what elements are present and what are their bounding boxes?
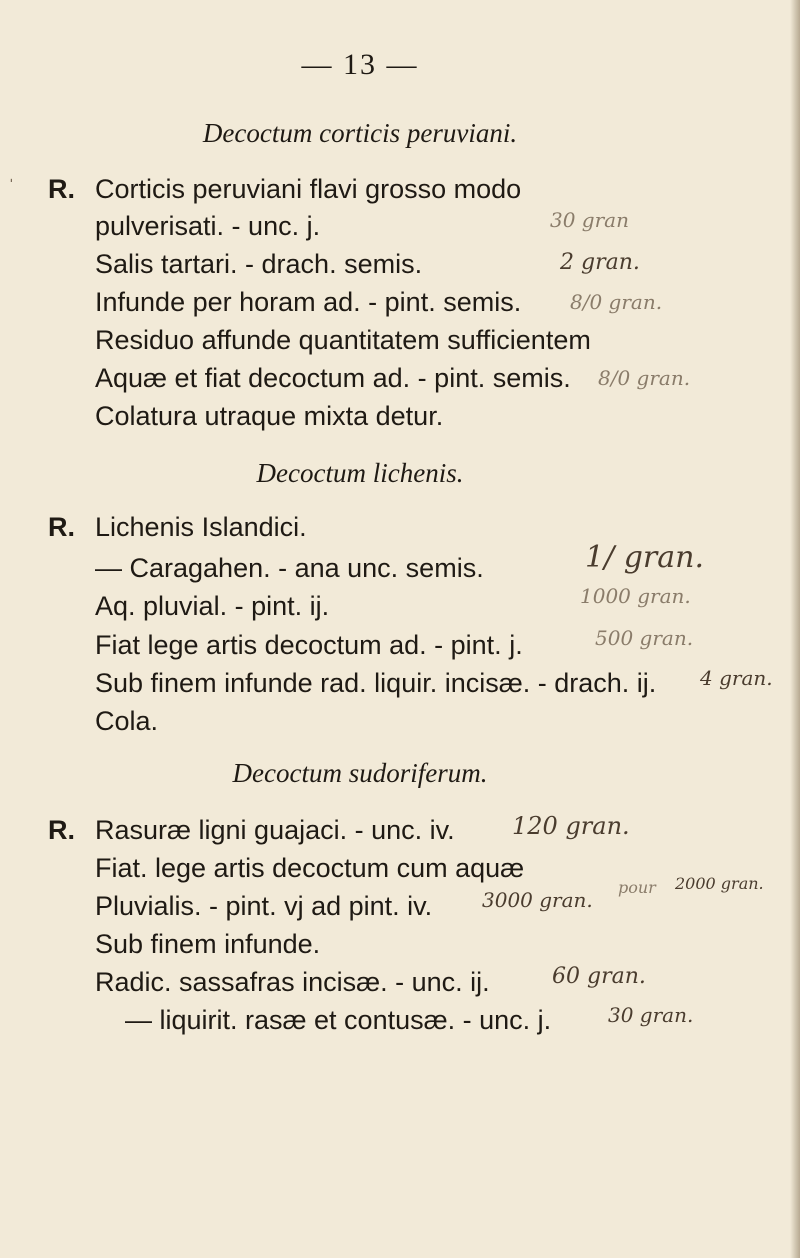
section-title-lichenis: Decoctum lichenis. [256,458,464,488]
recipe-line: Cola. [95,706,159,736]
recipe-line: Corticis peruviani flavi grosso modo [95,174,522,204]
recipe-line: Sub finem infunde. [95,929,321,959]
recipe-line: — Caragahen. - ana unc. semis. [95,553,484,583]
recipe-line: Colatura utraque mixta detur. [95,401,444,431]
recipe-line: Radic. sassafras incisæ. - unc. ij. [95,967,490,997]
recipe-line: Rasuræ ligni guajaci. - unc. iv. [95,815,455,845]
handwritten-note: 60 gran. [552,964,646,989]
recipe-line: Infunde per horam ad. - pint. semis. [95,287,522,317]
handwritten-note: 30 gran [550,208,629,232]
recipe-line: Sub finem infunde rad. liquir. incisæ. - drach. ij. [95,668,657,698]
rx-symbol: R. [48,174,75,204]
page-edge-shadow [790,0,800,1258]
handwritten-note: 30 gran. [608,1003,694,1027]
handwritten-note: 2000 gran. [675,874,764,893]
handwritten-note: 4 gran. [700,666,773,690]
handwritten-note: 8/0 gran. [598,366,691,390]
rx-symbol: R. [48,512,75,542]
handwritten-note: 500 gran. [595,626,694,650]
recipe-line: Aquæ et fiat decoctum ad. - pint. semis. [95,363,571,393]
section-title-sudoriferum: Decoctum sudoriferum. [232,758,488,788]
handwritten-note: 3000 gran. [482,888,593,912]
recipe-line: Aq. pluvial. - pint. ij. [95,591,330,621]
recipe-line: Salis tartari. - drach. semis. [95,249,423,279]
recipe-line: Pluvialis. - pint. vj ad pint. iv. [95,891,433,921]
recipe-line: Lichenis Islandici. [95,512,307,542]
rx-symbol: R. [48,815,75,845]
handwritten-note: pour [618,878,656,897]
section-title-corticis: Decoctum corticis peruviani. [202,118,518,148]
handwritten-note: 1000 gran. [580,584,691,608]
recipe-line: Fiat lege artis decoctum ad. - pint. j. [95,630,523,660]
recipe-line: Residuo affunde quantitatem sufficientem [95,325,591,355]
handwritten-note: 8/0 gran. [570,290,663,314]
page-number: — 13 — [301,48,419,81]
recipe-line: pulverisati. - unc. j. [95,211,321,241]
handwritten-note: 1/ gran. [585,540,705,575]
handwritten-note: 2 gran. [560,250,640,275]
handwritten-note: 120 gran. [512,812,630,840]
recipe-line: — liquirit. rasæ et contusæ. - unc. j. [125,1005,552,1035]
margin-mark: ˈ [8,176,15,198]
recipe-line: Fiat. lege artis decoctum cum aquæ [95,853,525,883]
